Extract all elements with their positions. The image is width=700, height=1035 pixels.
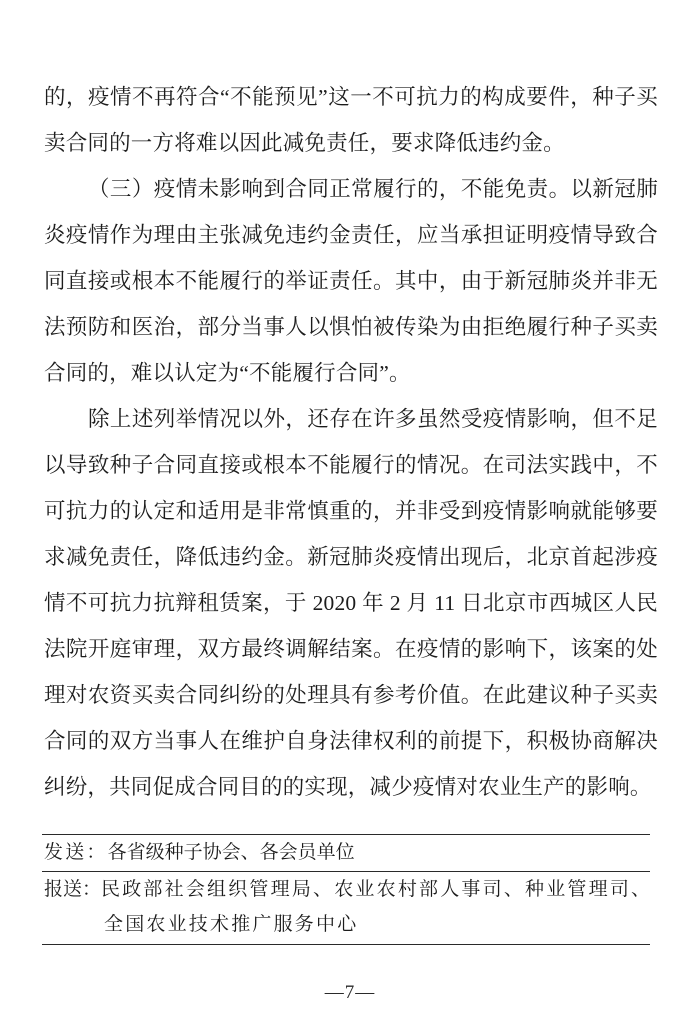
- footer-rule-bottom: [42, 944, 650, 945]
- distribution-row: [42, 835, 650, 871]
- distribution-value: 各省级种子协会、各会员单位: [107, 842, 355, 863]
- report-value-continuation: 全国农业技术推广服务中心: [104, 914, 359, 935]
- footer-distribution-block: [42, 834, 653, 945]
- paragraph-closing: 除上述列举情况以外，还存在许多虽然受疫情影响，但不足以导致种子合同直接或根本不能履行的情况。在司法实践中，不可抗力的认定和适用是非常慎重的，并非受到疫情影响就能够要求减免责任，降低违约金。新冠肺炎疫情出现后，北京首起涉疫情不可抗力抗辩租赁案，于 2020 年 2 月 11 日北京市西城区人民法院开庭审理，双方最终调解结案。在疫情的影响下，该案的处理对农资买卖合同纠纷的处理具有参考价值。在此建议种子买卖合同的双方当事人在维护自身法律权利的前提下，积极协商解决纠纷，共同促成合同目的的实现，减少疫情对农业生产的影响。: [44, 407, 658, 799]
- paragraph-continuation: 的，疫情不再符合“不能预见”这一不可抗力的构成要件，种子买卖合同的一方将难以因此减免责任，要求降低违约金。: [44, 85, 658, 155]
- paragraph-item-three: （三）疫情未影响到合同正常履行的，不能免责。以新冠肺炎疫情作为理由主张减免违约金责任，应当承担证明疫情导致合同直接或根本不能履行的举证责任。其中，由于新冠肺炎并非无法预防和医治，部分当事人以惧怕被传染为由拒绝履行种子买卖合同的，难以认定为“不能履行合同”。: [44, 177, 658, 385]
- report-value: 民政部社会组织管理局、农业农村部人事司、种业管理司、: [101, 879, 653, 900]
- document-body: [44, 74, 658, 810]
- distribution-label: 发送：: [44, 842, 108, 863]
- report-label: 报送：: [44, 879, 102, 900]
- report-row: [42, 872, 653, 908]
- page-number: —7—: [324, 982, 376, 1003]
